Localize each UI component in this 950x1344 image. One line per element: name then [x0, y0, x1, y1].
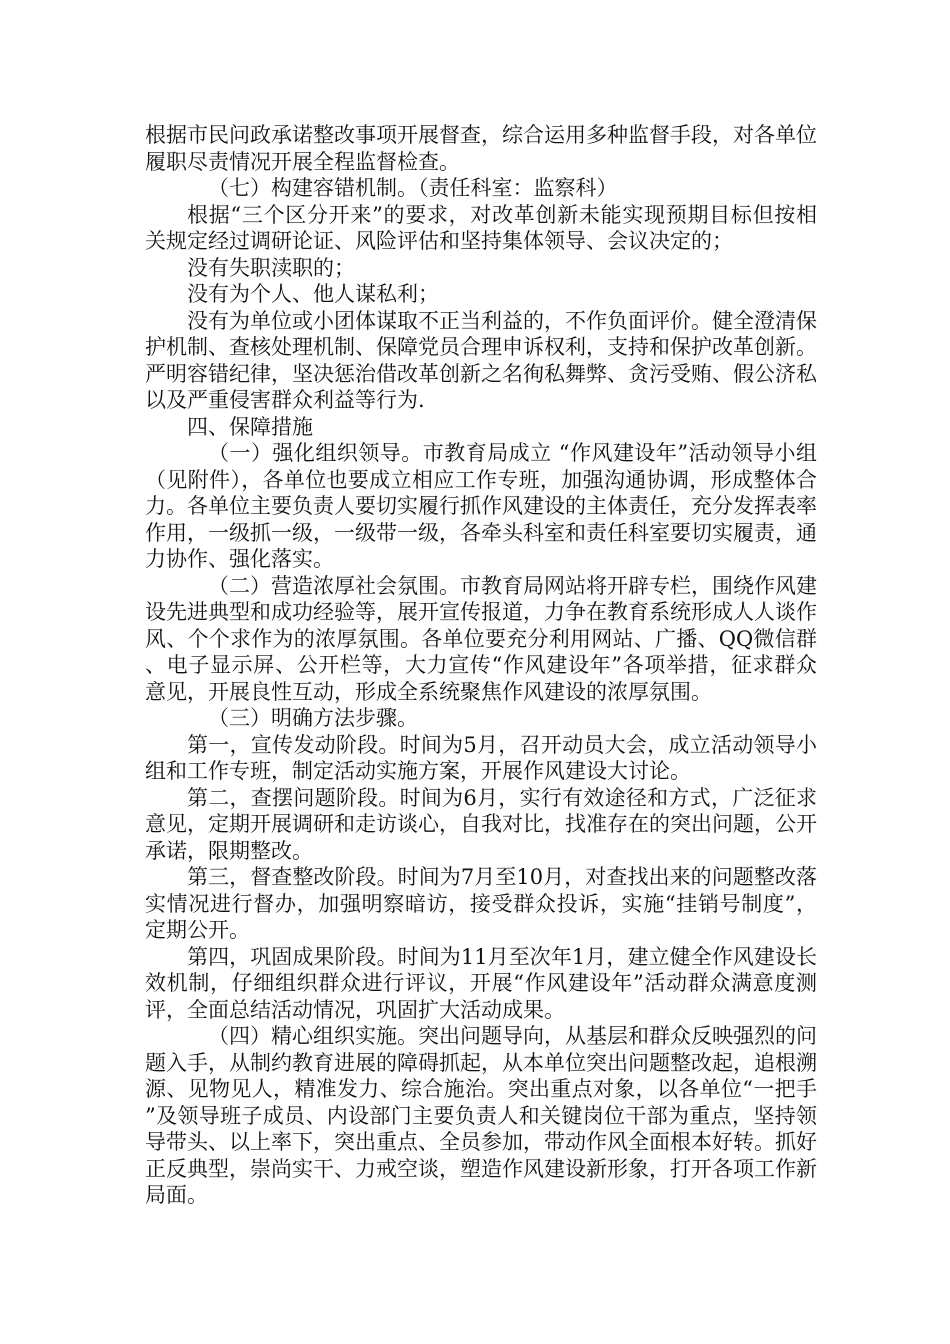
paragraph-step-1: 第一，宣传发动阶段。时间为5月，召开动员大会，成立活动领导小组和工作专班，制定活动实施方案，开展作风建设大讨论。: [145, 732, 817, 783]
paragraph-step-4: 第四，巩固成果阶段。时间为11月至次年1月，建立健全作风建设长效机制，仔细组织群众进行评议，开展“作风建设年”活动群众满意度测评，全面总结活动情况，巩固扩大活动成果。: [145, 944, 817, 1022]
paragraph-continuation: 根据市民问政承诺整改事项开展督查，综合运用多种监督手段，对各单位履职尽责情况开展全程监督检查。: [145, 123, 817, 174]
paragraph-tolerance-basis: 根据“三个区分开来”的要求，对改革创新未能实现预期目标但按相关规定经过调研论证、风险评估和坚持集体领导、会议决定的；: [145, 202, 817, 253]
paragraph-method-steps: （三）明确方法步骤。: [208, 706, 418, 730]
section-heading-4: 四、保障措施: [187, 414, 313, 439]
paragraph-no-personal-gain: 没有为个人、他人谋私利；: [187, 282, 439, 306]
paragraph-organization-leadership: （一）强化组织领导。市教育局成立 “作风建设年”活动领导小组（见附件），各单位也要成立相应工作专班，加强沟通协调，形成整体合力。各单位主要负责人要切实履行抓作风建设的主体责任，充分发挥表率作用，一级抓一级，一级带一级，各牵头科室和责任科室要切实履责，通力协作、强化落实。: [145, 441, 817, 571]
document-page: [145, 122, 817, 1209]
paragraph-step-3: 第三，督查整改阶段。时间为7月至10月，对查找出来的问题整改落实情况进行督办，加强明察暗访，接受群众投诉，实施“挂销号制度”，定期公开。: [145, 865, 817, 942]
paragraph-social-atmosphere: （二）营造浓厚社会氛围。市教育局网站将开辟专栏，围绕作风建设先进典型和成功经验等，展开宣传报道，力争在教育系统形成人人谈作风、个个求作为的浓厚氛围。各单位要充分利用网站、广播、QQ微信群、电子显示屏、公开栏等，大力宣传“作风建设年”各项举措，征求群众意见，开展良性互动，形成全系统聚焦作风建设的浓厚氛围。: [145, 573, 817, 704]
paragraph-implementation: （四）精心组织实施。突出问题导向，从基层和群众反映强烈的问题入手，从制约教育进展的障碍抓起，从本单位突出问题整改起，追根溯源、见物见人，精准发力、综合施治。突出重点对象，以各单位“一把手”及领导班子成员、内设部门主要负责人和关键岗位干部为重点，坚持领导带头、以上率下，突出重点、全员参加，带动作风全面根本好转。抓好正反典型，崇尚实干、力戒空谈，塑造作风建设新形象，打开各项工作新局面。: [145, 1024, 817, 1207]
paragraph-no-group-gain: 没有为单位或小团体谋取不正当利益的，不作负面评价。健全澄清保护机制、查核处理机制、保障党员合理申诉权利，支持和保护改革创新。严明容错纪律，坚决惩治借改革创新之名徇私舞弊、贪污受贿、假公济私以及严重侵害群众利益等行为.: [145, 308, 817, 412]
paragraph-step-2: 第二，查摆问题阶段。时间为6月，实行有效途径和方式，广泛征求意见，定期开展调研和走访谈心，自我对比，找准存在的突出问题，公开承诺，限期整改。: [145, 785, 817, 863]
section-heading-7: （七）构建容错机制。（责任科室：监察科）: [208, 176, 618, 200]
paragraph-no-dereliction: 没有失职渎职的；: [187, 255, 355, 280]
